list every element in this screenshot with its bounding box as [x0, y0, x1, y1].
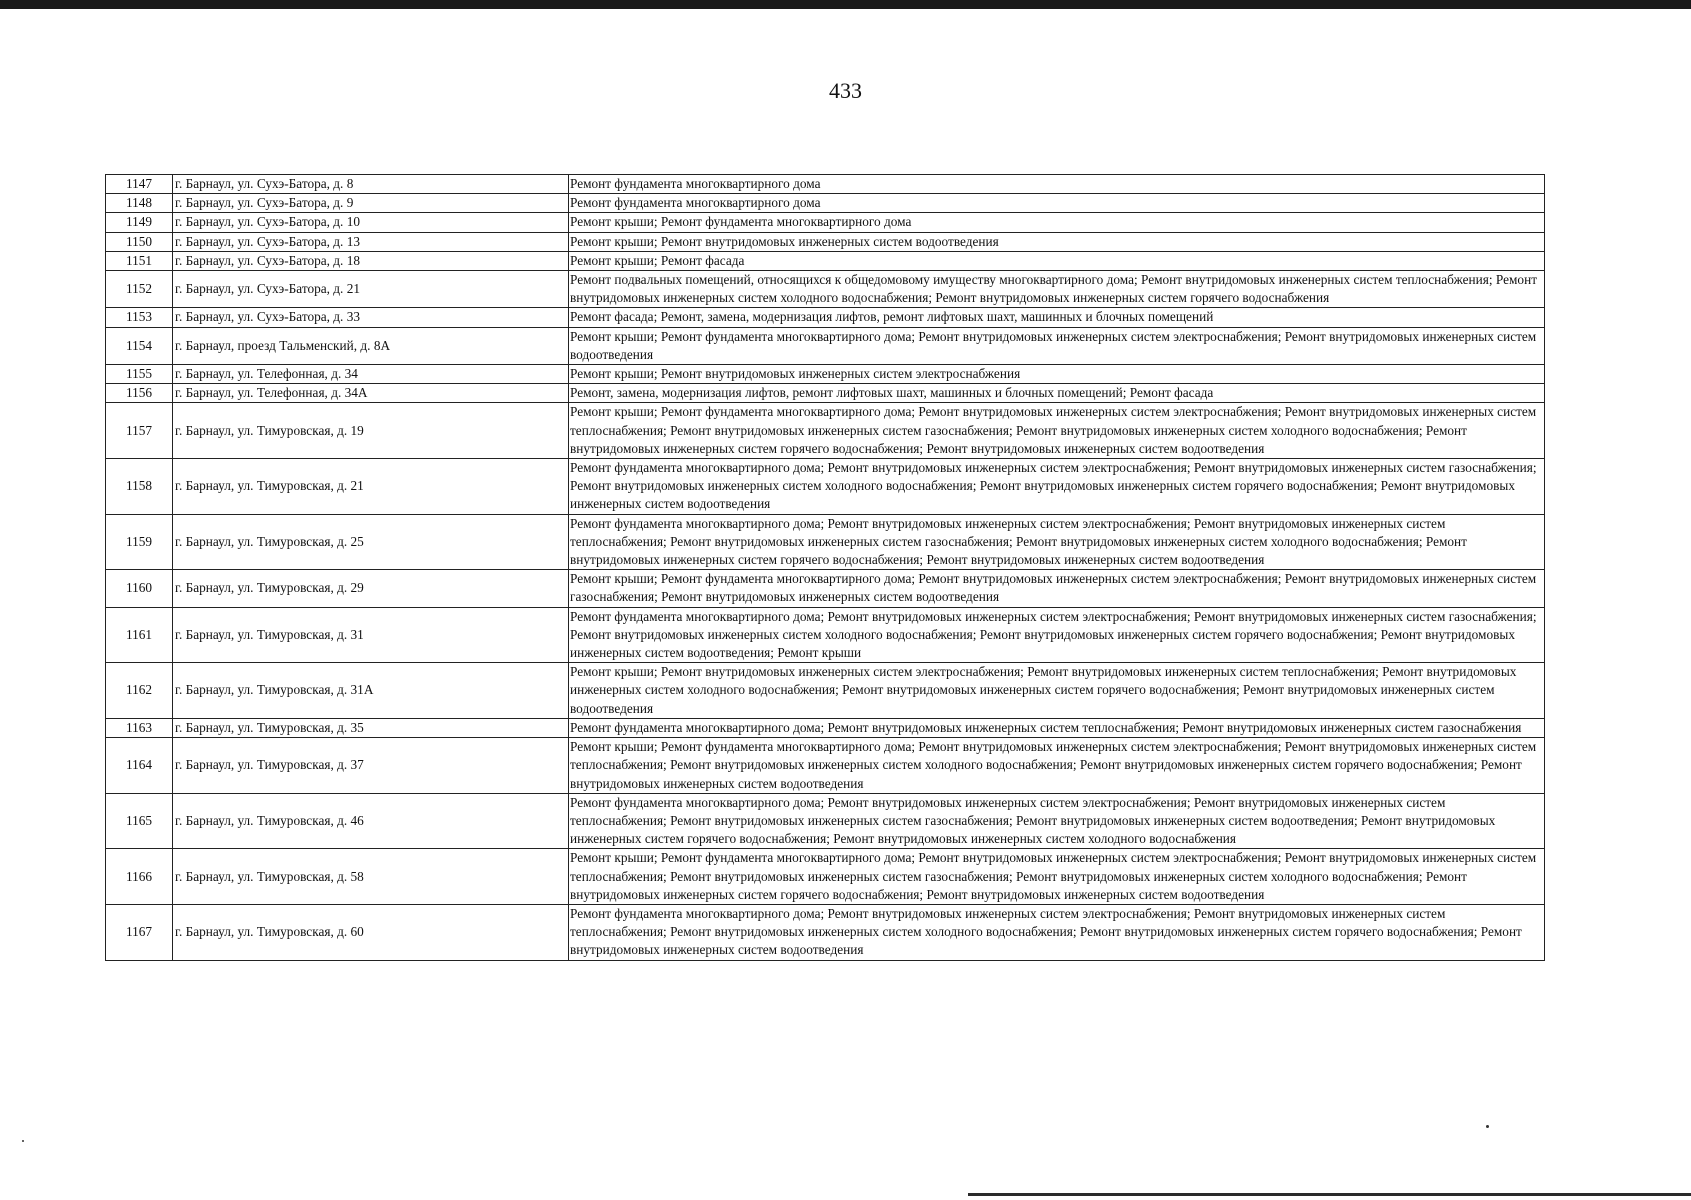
building-address: г. Барнаул, ул. Тимуровская, д. 19: [173, 403, 569, 459]
row-number: 1150: [106, 232, 173, 251]
repair-works: Ремонт крыши; Ремонт внутридомовых инженерных систем электроснабжения: [569, 365, 1545, 384]
table-body: [106, 175, 1545, 961]
building-address: г. Барнаул, ул. Телефонная, д. 34А: [173, 384, 569, 403]
repair-works: Ремонт фундамента многоквартирного дома; Ремонт внутридомовых инженерных систем электроснабжения; Ремонт внутридомовых инженерных систем теплоснабжения; Ремонт внутридомовых инженерных систем газоснабжения; Ремонт внутридомовых инженерных систем холодного водоснабжения; Ремонт внутридомовых инженерных систем горячего водоснабжения; Ремонт внутридомовых инженерных систем водоотведения: [569, 514, 1545, 570]
building-address: г. Барнаул, ул. Тимуровская, д. 58: [173, 849, 569, 905]
repair-works: Ремонт крыши; Ремонт внутридомовых инженерных систем электроснабжения; Ремонт внутридомовых инженерных систем теплоснабжения; Ремонт внутридомовых инженерных систем холодного водоснабжения; Ремонт внутридомовых инженерных систем горячего водоснабжения; Ремонт внутридомовых инженерных систем водоотведения: [569, 663, 1545, 719]
repair-works: Ремонт фундамента многоквартирного дома; Ремонт внутридомовых инженерных систем электроснабжения; Ремонт внутридомовых инженерных систем теплоснабжения; Ремонт внутридомовых инженерных систем холодного водоснабжения; Ремонт внутридомовых инженерных систем горячего водоснабжения; Ремонт внутридомовых инженерных систем водоотведения: [569, 904, 1545, 960]
table-row: [106, 365, 1545, 384]
page-number: 433: [829, 78, 862, 103]
row-number: 1151: [106, 251, 173, 270]
table-row: [106, 251, 1545, 270]
row-number: 1162: [106, 663, 173, 719]
building-address: г. Барнаул, ул. Сухэ-Батора, д. 13: [173, 232, 569, 251]
repair-works: Ремонт крыши; Ремонт фундамента многоквартирного дома; Ремонт внутридомовых инженерных систем электроснабжения; Ремонт внутридомовых инженерных систем водоотведения: [569, 327, 1545, 364]
table-row: [106, 738, 1545, 794]
table-row: [106, 271, 1545, 308]
table-row: [106, 308, 1545, 327]
row-number: 1147: [106, 175, 173, 194]
row-number: 1161: [106, 607, 173, 663]
table-row: [106, 459, 1545, 515]
repair-works: Ремонт, замена, модернизация лифтов, ремонт лифтовых шахт, машинных и блочных помещений; Ремонт фасада: [569, 384, 1545, 403]
building-address: г. Барнаул, ул. Тимуровская, д. 25: [173, 514, 569, 570]
row-number: 1157: [106, 403, 173, 459]
table-row: [106, 384, 1545, 403]
building-address: г. Барнаул, ул. Тимуровская, д. 21: [173, 459, 569, 515]
row-number: 1166: [106, 849, 173, 905]
building-address: г. Барнаул, ул. Тимуровская, д. 31А: [173, 663, 569, 719]
repair-works: Ремонт крыши; Ремонт фасада: [569, 251, 1545, 270]
table-row: [106, 663, 1545, 719]
table-row: [106, 904, 1545, 960]
building-address: г. Барнаул, ул. Телефонная, д. 34: [173, 365, 569, 384]
repair-works: Ремонт крыши; Ремонт внутридомовых инженерных систем водоотведения: [569, 232, 1545, 251]
building-address: г. Барнаул, ул. Тимуровская, д. 46: [173, 793, 569, 849]
scan-top-edge: [0, 0, 1691, 9]
building-address: г. Барнаул, ул. Сухэ-Батора, д. 9: [173, 194, 569, 213]
repair-works: Ремонт фундамента многоквартирного дома; Ремонт внутридомовых инженерных систем электроснабжения; Ремонт внутридомовых инженерных систем газоснабжения; Ремонт внутридомовых инженерных систем холодного водоснабжения; Ремонт внутридомовых инженерных систем горячего водоснабжения; Ремонт внутридомовых инженерных систем водоотведения; Ремонт крыши: [569, 607, 1545, 663]
repair-works: Ремонт крыши; Ремонт фундамента многоквартирного дома; Ремонт внутридомовых инженерных систем электроснабжения; Ремонт внутридомовых инженерных систем теплоснабжения; Ремонт внутридомовых инженерных систем газоснабжения; Ремонт внутридомовых инженерных систем холодного водоснабжения; Ремонт внутридомовых инженерных систем горячего водоснабжения; Ремонт внутридомовых инженерных систем водоотведения: [569, 849, 1545, 905]
table-row: [106, 175, 1545, 194]
scan-speck: [1486, 1125, 1489, 1128]
row-number: 1152: [106, 271, 173, 308]
row-number: 1148: [106, 194, 173, 213]
repair-works: Ремонт фундамента многоквартирного дома; Ремонт внутридомовых инженерных систем электроснабжения; Ремонт внутридомовых инженерных систем газоснабжения; Ремонт внутридомовых инженерных систем холодного водоснабжения; Ремонт внутридомовых инженерных систем горячего водоснабжения; Ремонт внутридомовых инженерных систем водоотведения: [569, 459, 1545, 515]
repair-works: Ремонт подвальных помещений, относящихся к общедомовому имуществу многоквартирного дома; Ремонт внутридомовых инженерных систем теплоснабжения; Ремонт внутридомовых инженерных систем холодного водоснабжения; Ремонт внутридомовых инженерных систем горячего водоснабжения: [569, 271, 1545, 308]
row-number: 1155: [106, 365, 173, 384]
row-number: 1156: [106, 384, 173, 403]
table-row: [106, 570, 1545, 607]
table-row: [106, 232, 1545, 251]
repair-works: Ремонт крыши; Ремонт фундамента многоквартирного дома; Ремонт внутридомовых инженерных систем электроснабжения; Ремонт внутридомовых инженерных систем теплоснабжения; Ремонт внутридомовых инженерных систем газоснабжения; Ремонт внутридомовых инженерных систем холодного водоснабжения; Ремонт внутридомовых инженерных систем горячего водоснабжения; Ремонт внутридомовых инженерных систем водоотведения: [569, 403, 1545, 459]
table-row: [106, 718, 1545, 737]
table-row: [106, 793, 1545, 849]
row-number: 1165: [106, 793, 173, 849]
repair-works: Ремонт крыши; Ремонт фундамента многоквартирного дома: [569, 213, 1545, 232]
repair-works: Ремонт фундамента многоквартирного дома; Ремонт внутридомовых инженерных систем теплоснабжения; Ремонт внутридомовых инженерных систем газоснабжения: [569, 718, 1545, 737]
repair-works: Ремонт фасада; Ремонт, замена, модернизация лифтов, ремонт лифтовых шахт, машинных и блочных помещений: [569, 308, 1545, 327]
row-number: 1159: [106, 514, 173, 570]
repair-works-table: [105, 174, 1545, 961]
building-address: г. Барнаул, ул. Сухэ-Батора, д. 33: [173, 308, 569, 327]
table-row: [106, 514, 1545, 570]
building-address: г. Барнаул, ул. Тимуровская, д. 60: [173, 904, 569, 960]
building-address: г. Барнаул, ул. Сухэ-Батора, д. 8: [173, 175, 569, 194]
building-address: г. Барнаул, ул. Тимуровская, д. 31: [173, 607, 569, 663]
table-row: [106, 403, 1545, 459]
table-row: [106, 849, 1545, 905]
scan-speck: [22, 1140, 24, 1142]
repair-works: Ремонт фундамента многоквартирного дома; Ремонт внутридомовых инженерных систем электроснабжения; Ремонт внутридомовых инженерных систем теплоснабжения; Ремонт внутридомовых инженерных систем газоснабжения; Ремонт внутридомовых инженерных систем водоотведения; Ремонт внутридомовых инженерных систем горячего водоснабжения; Ремонт внутридомовых инженерных систем холодного водоснабжения: [569, 793, 1545, 849]
row-number: 1154: [106, 327, 173, 364]
table-row: [106, 194, 1545, 213]
building-address: г. Барнаул, ул. Тимуровская, д. 35: [173, 718, 569, 737]
repair-works: Ремонт фундамента многоквартирного дома: [569, 194, 1545, 213]
row-number: 1167: [106, 904, 173, 960]
building-address: г. Барнаул, ул. Сухэ-Батора, д. 10: [173, 213, 569, 232]
table-row: [106, 327, 1545, 364]
building-address: г. Барнаул, ул. Тимуровская, д. 37: [173, 738, 569, 794]
row-number: 1153: [106, 308, 173, 327]
row-number: 1149: [106, 213, 173, 232]
row-number: 1163: [106, 718, 173, 737]
building-address: г. Барнаул, ул. Тимуровская, д. 29: [173, 570, 569, 607]
repair-works: Ремонт крыши; Ремонт фундамента многоквартирного дома; Ремонт внутридомовых инженерных систем электроснабжения; Ремонт внутридомовых инженерных систем газоснабжения; Ремонт внутридомовых инженерных систем водоотведения: [569, 570, 1545, 607]
building-address: г. Барнаул, ул. Сухэ-Батора, д. 21: [173, 271, 569, 308]
repair-works: Ремонт фундамента многоквартирного дома: [569, 175, 1545, 194]
row-number: 1160: [106, 570, 173, 607]
building-address: г. Барнаул, проезд Тальменский, д. 8А: [173, 327, 569, 364]
table-row: [106, 213, 1545, 232]
repair-works: Ремонт крыши; Ремонт фундамента многоквартирного дома; Ремонт внутридомовых инженерных систем электроснабжения; Ремонт внутридомовых инженерных систем теплоснабжения; Ремонт внутридомовых инженерных систем холодного водоснабжения; Ремонт внутридомовых инженерных систем горячего водоснабжения; Ремонт внутридомовых инженерных систем водоотведения: [569, 738, 1545, 794]
building-address: г. Барнаул, ул. Сухэ-Батора, д. 18: [173, 251, 569, 270]
table-row: [106, 607, 1545, 663]
row-number: 1158: [106, 459, 173, 515]
row-number: 1164: [106, 738, 173, 794]
scan-bottom-edge: [968, 1193, 1691, 1196]
